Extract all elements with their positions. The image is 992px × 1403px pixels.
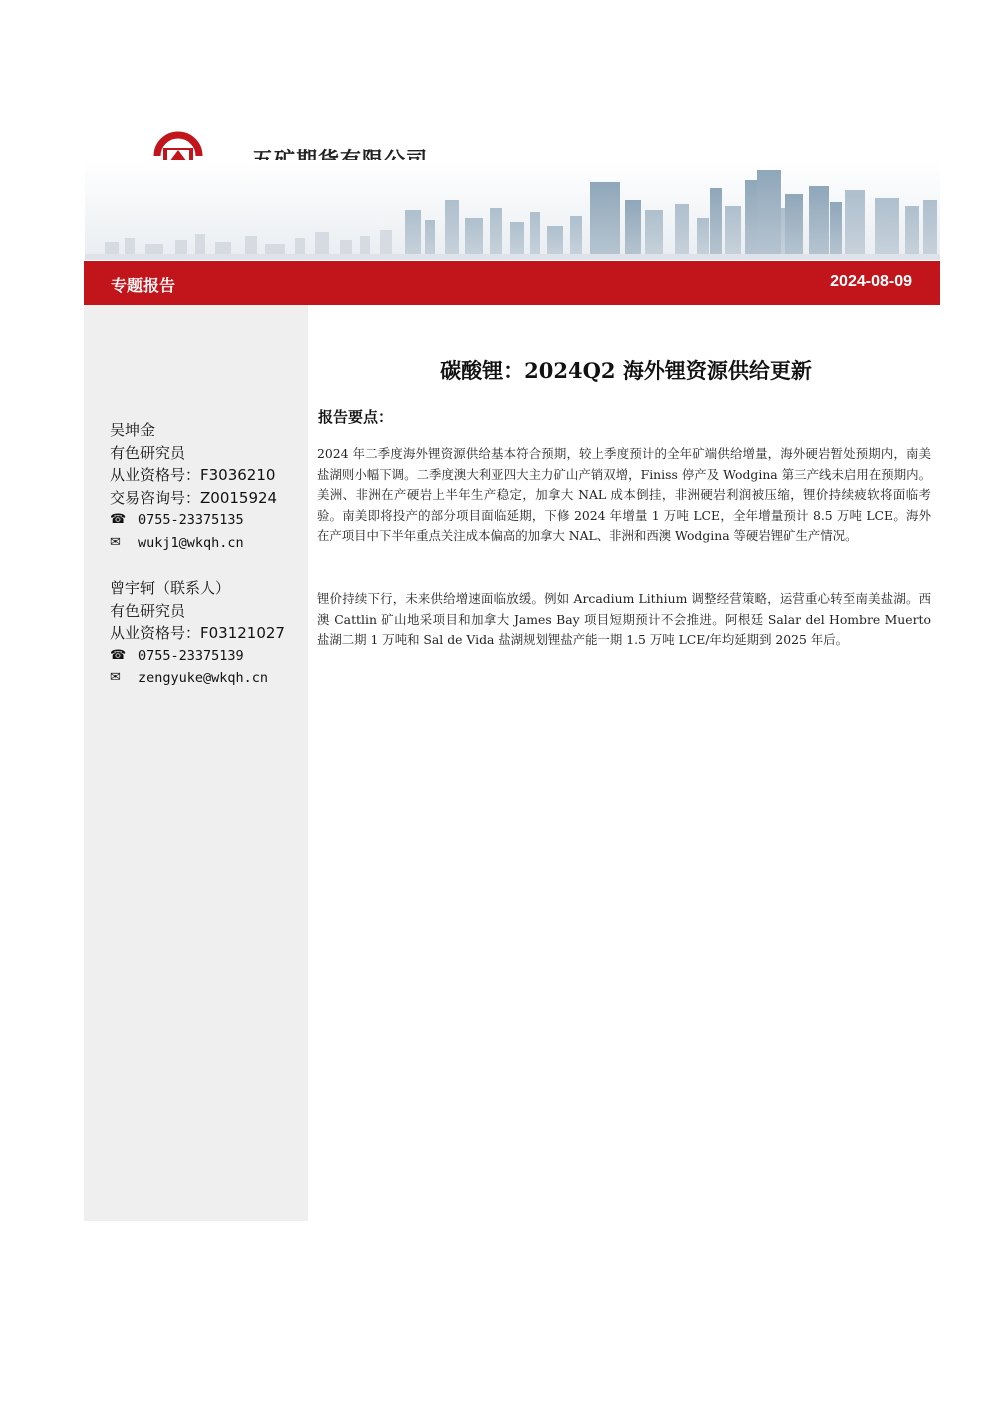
envelope-icon: ✉: [110, 670, 121, 685]
report-date: 2024-08-09: [830, 273, 912, 290]
analyst-card: [110, 419, 277, 554]
analyst-email[interactable]: zengyuke@wkqh.cn: [138, 670, 269, 686]
analyst-qualification: 从业资格号：F03121027: [110, 624, 285, 642]
key-points-heading: 报告要点：: [318, 408, 394, 426]
report-header: [0, 0, 992, 262]
phone-icon: ☎: [110, 512, 127, 527]
analyst-phone: 0755-23375139: [138, 647, 244, 664]
analyst-email-row: [110, 532, 277, 555]
analyst-name: 曾宇轲（联系人）: [110, 579, 231, 597]
analyst-name: 吴坤金: [110, 421, 156, 439]
report-banner: [84, 261, 940, 305]
report-type: 专题报告: [111, 276, 176, 295]
key-point-paragraph: 2024 年二季度海外锂资源供给基本符合预期，较上季度预计的全年矿端供给增量，海外硬岩暂处预期内，南美盐湖则小幅下调。二季度澳大利亚四大主力矿山产销双增，Finiss 停产及 Wodgina 第三产线未启用在预期内。美洲、非洲在产硬岩上半年生产稳定，加拿大 NAL 成本倒挂，非洲硬岩利润被压缩，锂价持续疲软将面临考验。南美即将投产的部分项目面临延期，下修 2024 年增量 1 万吨 LCE，全年增量预计 8.5 万吨 LCE。海外在产项目中下半年重点关注成本偏高的加拿大 NAL、非洲和西澳 Wodgina 等硬岩锂矿生产情况。: [317, 446, 931, 544]
envelope-icon: ✉: [110, 534, 121, 550]
analyst-phone-row: [110, 645, 285, 668]
analyst-email[interactable]: wukj1@wkqh.cn: [138, 534, 244, 551]
analyst-phone-row: [110, 509, 277, 532]
phone-icon: ☎: [110, 647, 127, 663]
analyst-role: 有色研究员: [110, 443, 186, 462]
analyst-sidebar: [84, 305, 308, 1221]
report-title: 碳酸锂：2024Q2 海外锂资源供给更新: [440, 358, 812, 383]
analyst-card: [110, 577, 285, 690]
analyst-email-row: [110, 667, 285, 690]
analyst-role: 有色研究员: [110, 601, 186, 620]
analyst-phone: 0755-23375135: [138, 512, 244, 528]
key-point-paragraph: 锂价持续下行，未来供给增速面临放缓。例如 Arcadium Lithium 调整经营策略，运营重心转至南美盐湖。西澳 Cattlin 矿山地采项目和加拿大 James Bay 项目短期预计不会推进。阿根廷 Salar del Hombre Muerto 盐湖二期 1 万吨和 Sal de Vida 盐湖规划锂盐产能一期 1.5 万吨 LCE/年均延期到 2025 年后。: [317, 591, 931, 648]
analyst-qualification: 从业资格号：F3036210: [110, 466, 276, 484]
analyst-consulting-number: 交易咨询号：Z0015924: [110, 488, 278, 507]
city-skyline-image: [85, 160, 940, 260]
